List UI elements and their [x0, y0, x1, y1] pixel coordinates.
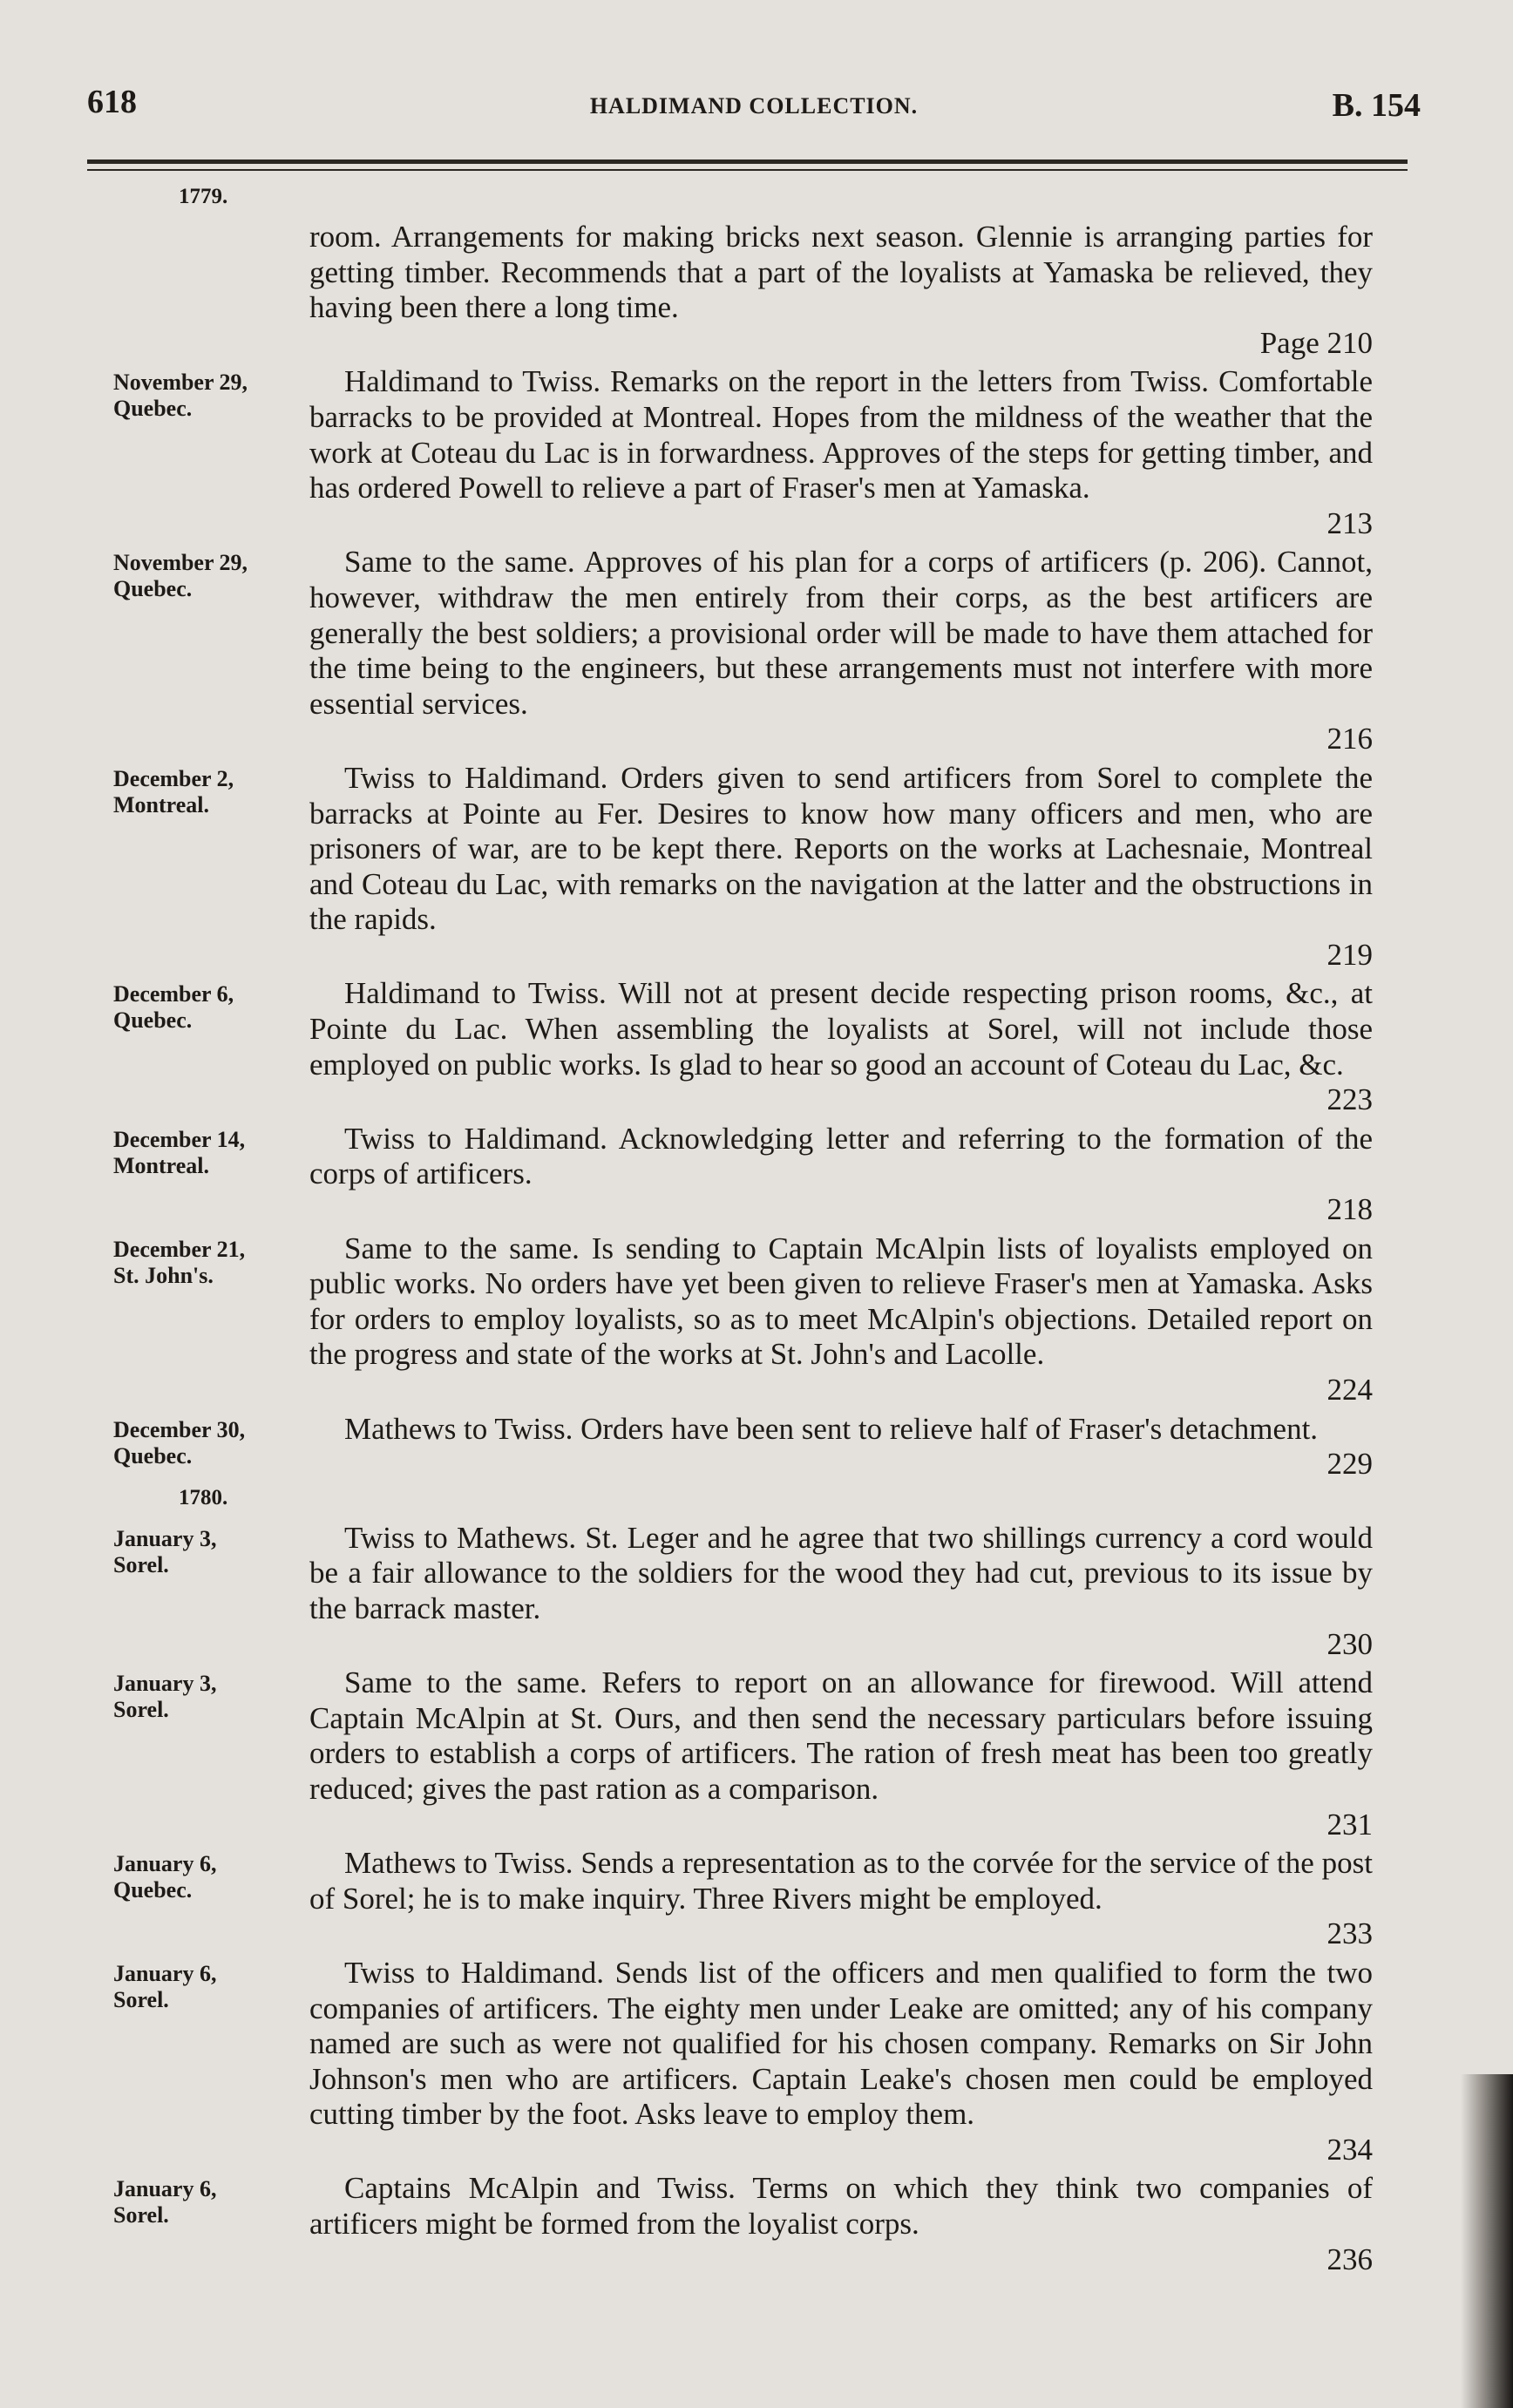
entry-place: Montreal. — [113, 1152, 209, 1178]
entry-page-ref: Page 210 — [1259, 325, 1373, 360]
entry-page-ref: 218 — [1326, 1192, 1373, 1227]
entry-place: Sorel. — [113, 1551, 169, 1577]
calendar-entry — [113, 220, 1386, 361]
entry-page-ref: 234 — [1326, 2132, 1373, 2167]
page-title: HALDIMAND COLLECTION. — [589, 93, 919, 119]
entry-text: Mathews to Twiss. Orders have been sent to relieve half of Fraser's detachment. — [344, 1411, 1319, 1446]
entry-page-ref: 233 — [1326, 1916, 1373, 1951]
entry-date: December 14, — [113, 1126, 246, 1152]
calendar-entries — [113, 185, 1386, 2281]
entry-date: December 21, — [113, 1236, 246, 1262]
calendar-entry — [113, 1956, 1386, 2168]
calendar-entry — [113, 2171, 1386, 2277]
entry-place: Quebec. — [113, 576, 193, 602]
entry-page-ref: 229 — [1326, 1447, 1373, 1482]
calendar-entry — [113, 1846, 1386, 1952]
entry-page-ref: 231 — [1326, 1807, 1373, 1842]
calendar-entry — [113, 1412, 1386, 1482]
entry-date-block — [113, 976, 309, 1117]
calendar-entry — [113, 1521, 1386, 1662]
entry-body — [309, 1846, 1373, 1952]
entry-date: January 6, — [113, 2176, 217, 2202]
entry-body — [309, 364, 1373, 541]
entry-date: January 3, — [113, 1525, 217, 1551]
calendar-entry — [113, 976, 1386, 1117]
entry-text: Twiss to Mathews. St. Leger and he agree that two shillings currency a cord would be a fair allowance to the soldiers for the wood they had cut, previous to its issue by the barrack master. — [309, 1520, 1373, 1625]
entry-page-ref: 219 — [1326, 937, 1373, 972]
entry-page-ref: 223 — [1326, 1082, 1373, 1117]
entry-body — [309, 2171, 1373, 2277]
entry-text: Twiss to Haldimand. Sends list of the officers and men qualified to form the two companies of artificers. The eighty men under Leake are omitted; any of his company named are such as were not qualified for his chosen company. Remarks on Sir John Johnson's men who are artificers. Captain Leake's chosen men could be employed cutting timber by the foot. Asks leave to employ them. — [309, 1955, 1373, 2132]
calendar-entry — [113, 1231, 1386, 1408]
entry-page-ref: 213 — [1326, 505, 1373, 540]
book-spine-shadow — [1461, 2074, 1513, 2408]
entry-date: January 6, — [113, 1851, 217, 1877]
entry-body — [309, 1231, 1373, 1408]
header-rule-thin — [87, 169, 1408, 171]
entry-page-ref: 230 — [1326, 1626, 1373, 1661]
entry-text: room. Arrangements for making bricks next season. Glennie is arranging parties for getting timber. Recommends that a part of the loyalists at Yamaska be relieved, they having been there a long time. — [309, 220, 1373, 325]
entry-body — [309, 545, 1373, 757]
entry-date-block — [113, 545, 309, 757]
entry-place: Montreal. — [113, 791, 209, 817]
entry-date-block — [113, 1521, 309, 1662]
entry-date-block — [113, 761, 309, 973]
entry-text: Haldimand to Twiss. Will not at present decide respecting prison rooms, &c., at Pointe du Lac. When assembling the loyalists at Sorel, will not include those employed on public works. Is glad to hear so good an account of Coteau du Lac, &c. — [309, 976, 1373, 1082]
calendar-entry — [113, 545, 1386, 757]
entry-place: St. John's. — [113, 1262, 214, 1288]
year-heading: 1779. — [179, 185, 228, 208]
entry-date-block — [113, 220, 309, 361]
entry-date: November 29, — [113, 370, 248, 396]
entry-place: Sorel. — [113, 1697, 169, 1723]
entry-date-block — [113, 364, 309, 541]
entry-text: Same to the same. Is sending to Captain McAlpin lists of loyalists employed on public works. No orders have yet been given to relieve Fraser's men at Yamaska. Asks for orders to employ loyalists, so as to meet McAlpin's objections. Detailed report on the progress and state of the works at St. John's and Lacolle. — [309, 1231, 1373, 1372]
entry-body — [309, 1956, 1373, 2168]
calendar-entry — [113, 761, 1386, 973]
entry-date-block — [113, 1665, 309, 1842]
entry-text: Twiss to Haldimand. Acknowledging letter and referring to the formation of the corps of artificers. — [309, 1121, 1373, 1191]
entry-page-ref: 224 — [1326, 1373, 1373, 1407]
entry-date-block — [113, 2171, 309, 2277]
entry-text: Same to the same. Approves of his plan for a corps of artificers (p. 206). Cannot, however, withdraw the men entirely from their corps, as the best artificers are generally the best soldiers; a provisional order will be made to have them attached for the time being to the engineers, but these arrangements must not interfere with more essential services. — [309, 545, 1373, 721]
entry-body — [309, 1412, 1373, 1482]
calendar-entry — [113, 1665, 1386, 1842]
entry-text: Twiss to Haldimand. Orders given to send artificers from Sorel to complete the barracks at Pointe au Fer. Desires to know how many officers and men, who are prisoners of war, are to be kept there. Reports on the works at Lachesnaie, Montreal and Coteau du Lac, with remarks on the navigation at the latter and the obstructions in the rapids. — [309, 760, 1373, 937]
entry-text: Same to the same. Refers to report on an allowance for firewood. Will attend Captain McAlpin at St. Ours, and then send the necessary particulars before issuing orders to establish a corps of artificers. The ration of fresh meat has been too greatly reduced; gives the past ration as a comparison. — [309, 1665, 1373, 1806]
entry-date-block — [113, 1412, 309, 1482]
entry-place: Quebec. — [113, 1877, 193, 1903]
entry-date: December 6, — [113, 981, 234, 1007]
entry-date: January 6, — [113, 1960, 217, 1986]
entry-date-block — [113, 1122, 309, 1228]
entry-body — [309, 220, 1373, 361]
entry-body — [309, 1521, 1373, 1662]
entry-body — [309, 1122, 1373, 1228]
entry-text: Haldimand to Twiss. Remarks on the report in the letters from Twiss. Comfortable barracks to be provided at Montreal. Hopes from the mildness of the weather that the work at Coteau du Lac is in forwardness. Approves of the steps for getting timber, and has ordered Powell to relieve a part of Fraser's men at Yamaska. — [309, 364, 1373, 505]
entry-text: Mathews to Twiss. Sends a representation as to the corvée for the service of the post of Sorel; he is to make inquiry. Three Rivers might be employed. — [309, 1846, 1373, 1916]
year-heading: 1780. — [179, 1485, 228, 1509]
entry-page-ref: 216 — [1326, 722, 1373, 756]
calendar-entry — [113, 364, 1386, 541]
entry-date: December 2, — [113, 765, 234, 791]
entry-date: December 30, — [113, 1416, 246, 1442]
entry-text: Captains McAlpin and Twiss. Terms on which they think two companies of artificers might be formed from the loyalist corps. — [309, 2171, 1373, 2242]
page-header — [87, 83, 1421, 135]
page-number: 618 — [87, 84, 137, 120]
calendar-entry — [113, 1122, 1386, 1228]
entry-date-block — [113, 1231, 309, 1408]
entry-place: Quebec. — [113, 396, 193, 422]
entry-date-block — [113, 1956, 309, 2168]
entry-place: Quebec. — [113, 1442, 193, 1469]
header-rule-thick — [87, 159, 1408, 164]
entry-body — [309, 1665, 1373, 1842]
entry-body — [309, 761, 1373, 973]
entry-page-ref: 236 — [1326, 2242, 1373, 2276]
entry-place: Quebec. — [113, 1007, 193, 1034]
entry-date: November 29, — [113, 550, 248, 576]
entry-place: Sorel. — [113, 2202, 169, 2228]
entry-date-block — [113, 1846, 309, 1952]
entry-body — [309, 976, 1373, 1117]
volume-reference: B. 154 — [1332, 87, 1421, 124]
entry-place: Sorel. — [113, 1986, 169, 2012]
entry-date: January 3, — [113, 1671, 217, 1697]
